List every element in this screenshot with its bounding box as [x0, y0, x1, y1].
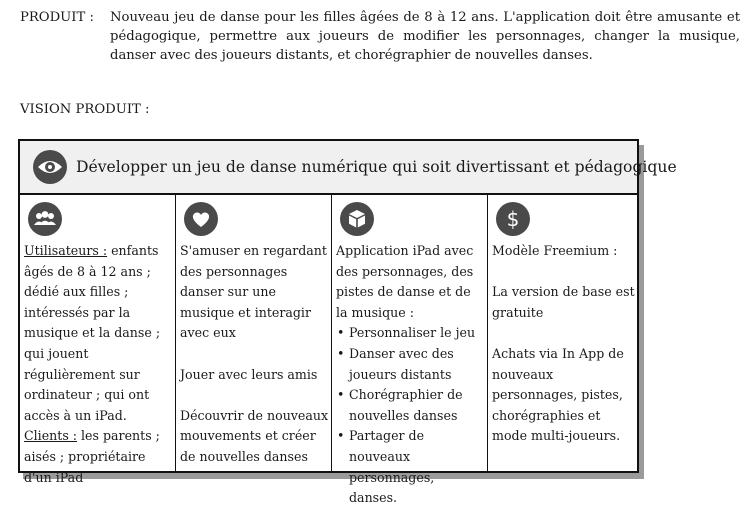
- need-item: S'amuser en regardant des personnages danser sur une musique et interagir avec eux: [180, 243, 327, 341]
- need-item: Découvrir de nouveaux mouvements et créer de nouvelles danses: [180, 407, 329, 464]
- business-column: [487, 195, 637, 471]
- feature-item: • Partager de nouveaux personnages, danses.: [336, 426, 485, 508]
- product-intro: Application iPad avec des personnages, des pistes de danse et de la musique :: [336, 243, 474, 320]
- target-group-column: [20, 195, 175, 485]
- heart-icon: [184, 202, 218, 236]
- need-item: Jouer avec leurs amis: [180, 366, 318, 382]
- target-group-text: [24, 241, 173, 488]
- product-column: [331, 195, 487, 506]
- feature-list: [336, 323, 485, 508]
- vision-title: Développer un jeu de danse numérique qui soit divertissant et pédagogique: [76, 158, 677, 176]
- feature-item: • Danser avec des joueurs distants: [336, 344, 485, 385]
- dollar-icon: [496, 202, 530, 236]
- vision-label: VISION PRODUIT :: [20, 102, 150, 117]
- needs-text: [180, 241, 329, 468]
- vision-board: [18, 139, 677, 506]
- produit-description: Nouveau jeu de danse pour les filles âgées de 8 à 12 ans. L'application doit être amusante et pédagogique, permettre aux joueurs de modifier les personnages, changer la musique, danser avec des joueurs distants, et chorégraphier de nouvelles danses.: [110, 10, 740, 63]
- business-item: Achats via In App de nouveaux personnages, pistes, chorégraphies et mode multi-joueurs.: [492, 345, 624, 444]
- box-icon: [340, 202, 374, 236]
- svg-text:$: $: [506, 207, 520, 231]
- users-icon: [28, 202, 62, 236]
- eye-icon: [33, 150, 67, 184]
- vision-header: [20, 141, 677, 195]
- business-item: Modèle Freemium :: [492, 243, 618, 258]
- feature-item: • Personnaliser le jeu: [336, 323, 485, 344]
- clients-label: Clients :: [24, 428, 78, 444]
- business-item: La version de base est gratuite: [492, 284, 635, 320]
- users-text: enfants âgés de 8 à 12 ans ; dédié aux filles ; intéressés par la musique et la danse ; qui jouent régulièrement sur ordinateur ; qui ont accès à un iPad.: [24, 243, 161, 423]
- produit-label: PRODUIT :: [20, 10, 94, 25]
- business-text: [492, 241, 635, 447]
- feature-item: • Chorégraphier de nouvelles danses: [336, 385, 485, 426]
- clients-text: les parents ; aisés ; propriétaire d'un iPad: [24, 428, 160, 485]
- needs-column: [175, 195, 331, 471]
- users-label: Utilisateurs :: [24, 243, 108, 258]
- product-text: [336, 241, 485, 509]
